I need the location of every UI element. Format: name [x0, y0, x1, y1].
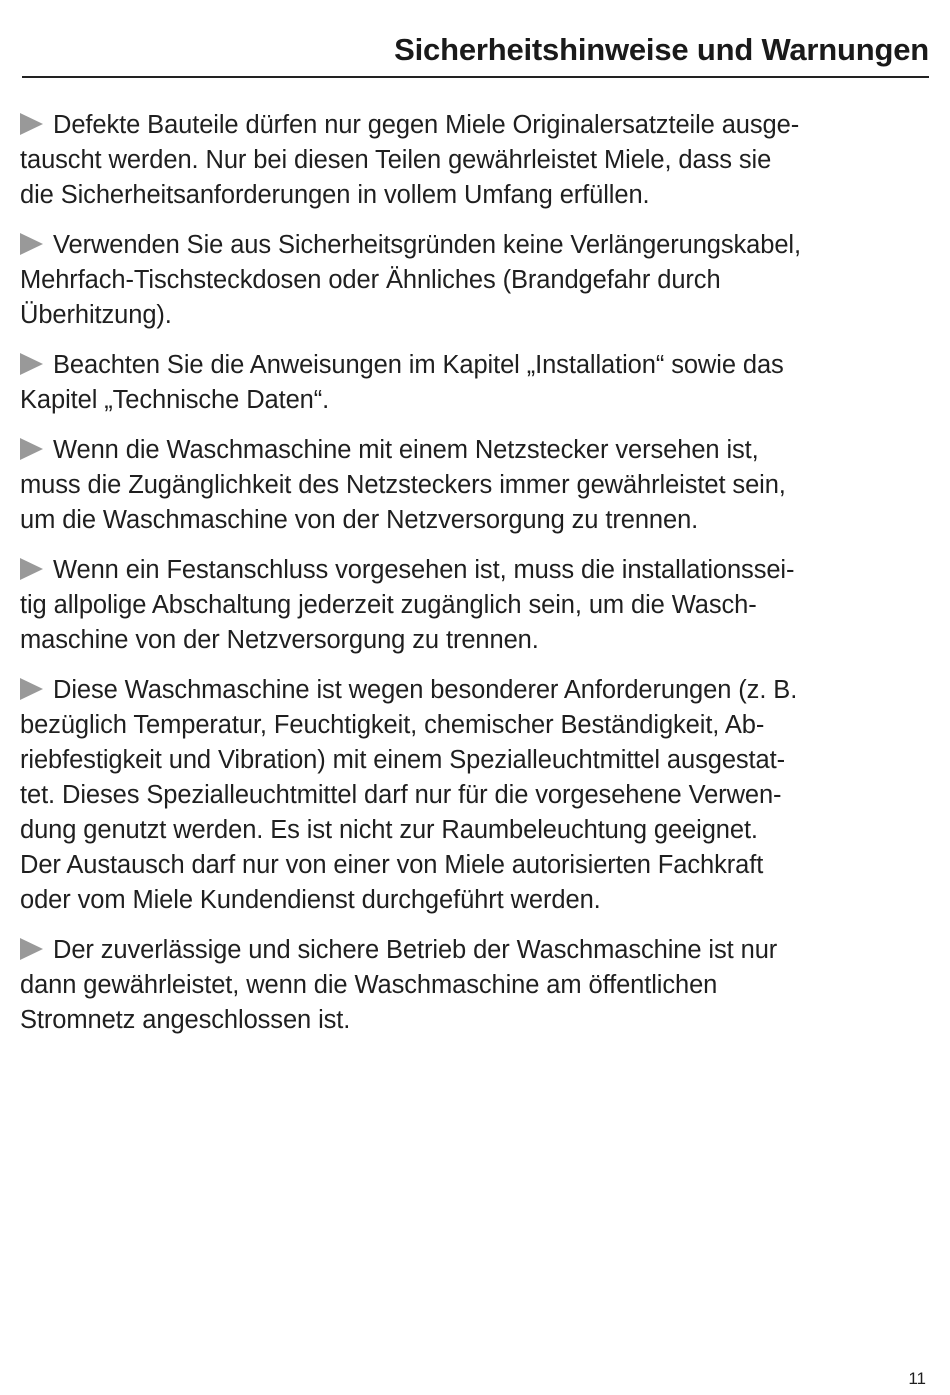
page-number: 11: [908, 1369, 926, 1388]
instruction-line: bezüglich Temperatur, Feuchtigkeit, chemischer Beständigkeit, Ab-: [20, 711, 765, 739]
instruction-line: Verwenden Sie aus Sicherheitsgründen keine Verlängerungskabel,: [53, 231, 801, 259]
instruction-line: um die Waschmaschine von der Netzversorgung zu trennen.: [20, 506, 699, 534]
instruction-line: die Sicherheitsanforderungen in vollem Umfang erfüllen.: [20, 181, 650, 209]
instruction-line: Wenn die Waschmaschine mit einem Netzstecker versehen ist,: [53, 436, 759, 464]
instruction-line: tauscht werden. Nur bei diesen Teilen gewährleistet Miele, dass sie: [20, 146, 772, 174]
triangle-right-icon: [20, 438, 43, 460]
safety-instruction-paragraph: [20, 433, 930, 538]
instruction-line: Stromnetz angeschlossen ist.: [20, 1006, 351, 1034]
instruction-line: Diese Waschmaschine ist wegen besonderer Anforderungen (z. B.: [53, 676, 798, 704]
instruction-line: Der Austausch darf nur von einer von Miele autorisierten Fachkraft: [20, 851, 764, 879]
instruction-line: maschine von der Netzversorgung zu trennen.: [20, 626, 539, 654]
triangle-right-icon: [20, 558, 43, 580]
instruction-line: Kapitel „Technische Daten“.: [20, 386, 330, 414]
instruction-line: Beachten Sie die Anweisungen im Kapitel „Installation“ sowie das: [53, 351, 784, 379]
safety-instruction-paragraph: [20, 108, 930, 213]
instruction-line: Wenn ein Festanschluss vorgesehen ist, muss die installationssei-: [53, 556, 795, 584]
safety-instruction-paragraph: [20, 553, 930, 658]
triangle-right-icon: [20, 113, 43, 135]
instruction-line: riebfestigkeit und Vibration) mit einem Spezialleuchtmittel ausgestat-: [20, 746, 785, 774]
safety-instruction-paragraph: [20, 228, 930, 333]
instruction-line: Überhitzung).: [20, 301, 172, 329]
instruction-line: tig allpolige Abschaltung jederzeit zugänglich sein, um die Wasch-: [20, 591, 757, 619]
safety-instruction-paragraph: [20, 933, 930, 1038]
safety-instructions-list: [20, 108, 930, 1053]
instruction-line: Mehrfach-Tischsteckdosen oder Ähnliches (Brandgefahr durch: [20, 266, 721, 294]
triangle-right-icon: [20, 678, 43, 700]
page-title: Sicherheitshinweise und Warnungen: [394, 32, 929, 67]
instruction-line: dung genutzt werden. Es ist nicht zur Raumbeleuchtung geeignet.: [20, 816, 758, 844]
triangle-right-icon: [20, 233, 43, 255]
instruction-line: Der zuverlässige und sichere Betrieb der Waschmaschine ist nur: [53, 936, 778, 964]
instruction-line: Defekte Bauteile dürfen nur gegen Miele Originalersatzteile ausge-: [53, 111, 800, 139]
safety-instruction-paragraph: [20, 348, 930, 418]
triangle-right-icon: [20, 938, 43, 960]
instruction-line: oder vom Miele Kundendienst durchgeführt werden.: [20, 886, 601, 914]
triangle-right-icon: [20, 353, 43, 375]
instruction-line: dann gewährleistet, wenn die Waschmaschine am öffentlichen: [20, 971, 718, 999]
instruction-line: muss die Zugänglichkeit des Netzsteckers immer gewährleistet sein,: [20, 471, 786, 499]
instruction-line: tet. Dieses Spezialleuchtmittel darf nur für die vorgesehene Verwen-: [20, 781, 782, 809]
page-header: [22, 30, 929, 78]
safety-instruction-paragraph: [20, 673, 930, 918]
